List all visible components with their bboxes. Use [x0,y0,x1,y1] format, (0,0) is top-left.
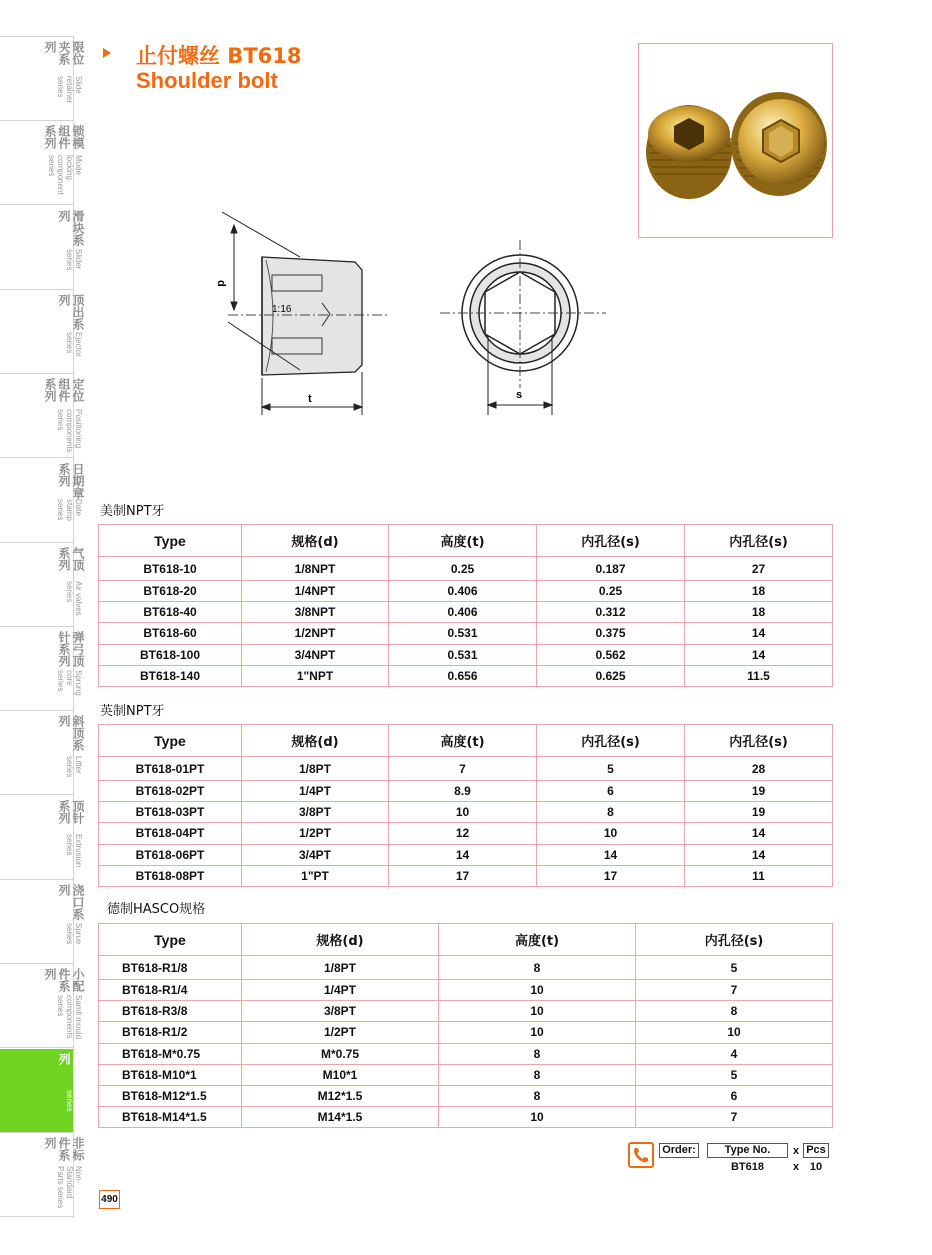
table-cell: 6 [636,1085,833,1106]
brass-plugs-image [639,44,834,239]
cell-type: BT618-08PT [99,865,242,886]
sidebar-tab-labels [25,1053,85,1129]
table-cell: 0.312 [537,602,685,623]
table-cell: 5 [636,1064,833,1085]
table-cell: 8 [439,1064,636,1085]
table-cell: 1/8PT [242,956,439,980]
cell-type: BT618-40 [99,602,242,623]
table-cell: 18 [685,581,833,602]
table-cell: 0.531 [389,644,537,665]
sidebar-tab-label-cn: 冷却系列 [57,1052,85,1089]
header-inner-dia-2: 内孔径(s) [685,725,833,757]
table-hasco [98,923,833,1128]
sidebar-tab-labels [25,547,85,623]
table-cell: 0.187 [537,557,685,581]
product-photo [638,43,833,238]
sidebar-tab-label-en: Positioning components series [56,408,83,453]
sidebar-tab-labels [25,800,85,876]
table-cell: 0.625 [537,665,685,686]
pcs-label: Pcs [803,1143,829,1158]
table-cell: 19 [685,802,833,823]
sidebar-tab-7[interactable] [0,543,85,627]
table-cell: 0.406 [389,581,537,602]
sidebar-tab-label-en: Cooling series [65,1089,83,1117]
table-row [99,823,833,844]
table-row [99,757,833,781]
cell-type: BT618-10 [99,557,242,581]
table-cell: 5 [537,757,685,781]
page-title-cn: 止付螺丝 BT618 [136,44,302,68]
sidebar-tab-labels [25,378,85,454]
header-inner-dia: 内孔径(s) [636,924,833,956]
cell-type: BT618-M14*1.5 [99,1107,242,1128]
table-cell: 19 [685,781,833,802]
table-cell: 6 [537,781,685,802]
table-cell: 0.656 [389,665,537,686]
table-cell: 10 [439,1022,636,1043]
sidebar-tab-label-cn: 锁模组件系列 [43,125,85,150]
table-row [99,1043,833,1064]
sidebar-tab-labels [25,884,85,960]
table-row [99,602,833,623]
sidebar-tab-13[interactable] [0,1049,85,1133]
table-cell: 17 [389,865,537,886]
table-row [99,844,833,865]
cell-type: BT618-20 [99,581,242,602]
cell-type: BT618-01PT [99,757,242,781]
page-number: 490 [99,1190,120,1209]
table-cell: 4 [636,1043,833,1064]
sidebar-tab-label-cn: 顶针系列 [57,799,85,824]
table-cell: 11 [685,865,833,886]
order-label: Order: [659,1143,699,1158]
table-row [99,1085,833,1106]
table-cell: 28 [685,757,833,781]
table-cell: 8 [439,956,636,980]
sidebar-tab-label-en: Samll mould components series [56,994,83,1039]
table-cell: 1/8PT [242,757,389,781]
table-cell: 10 [439,1107,636,1128]
order-quantity: 10 [809,1161,823,1173]
table-cell: 0.375 [537,623,685,644]
label-s: s [516,389,523,401]
table-cell: 10 [636,1022,833,1043]
sidebar-tab-label-cn: 浇口系列 [57,884,85,920]
page-title-en: Shoulder bolt [136,68,278,93]
table-cell: 10 [389,802,537,823]
sidebar-tab-12[interactable] [0,964,85,1048]
table-row [99,644,833,665]
sidebar-tab-label-en: Sprung core series [56,670,83,697]
table-cell: M14*1.5 [242,1107,439,1128]
cell-type: BT618-100 [99,644,242,665]
table-cell: 10 [537,823,685,844]
sidebar-tab-label-cn: 气顶系列 [57,546,85,571]
phone-order-icon [628,1142,654,1168]
table-cell: 1/4NPT [242,581,389,602]
cell-type: BT618-M12*1.5 [99,1085,242,1106]
table-cell: 10 [439,1001,636,1022]
sidebar-tab-labels [25,1137,85,1213]
section-title-npt-us: 美制NPT牙 [100,504,165,519]
table-cell: 3/8PT [242,1001,439,1022]
times-symbol: x [793,1145,800,1157]
sidebar [0,37,85,1218]
sidebar-tab-label-en: Slider series [65,249,83,271]
table-row [99,980,833,1001]
cell-type: BT618-R3/8 [99,1001,242,1022]
table-cell: 3/8PT [242,802,389,823]
cell-type: BT618-04PT [99,823,242,844]
header-inner-dia: 内孔径(s) [537,525,685,557]
table-cell: 14 [537,844,685,865]
table-row [99,1001,833,1022]
table-header-row [99,725,833,757]
sidebar-tab-label-cn: 斜顶系列 [57,715,85,752]
sidebar-tab-11[interactable] [0,880,85,964]
sidebar-tab-label-en: Date stamp series [56,499,83,521]
table-cell: 3/4PT [242,844,389,865]
header-inner-dia: 内孔径(s) [537,725,685,757]
table-cell: 0.562 [537,644,685,665]
header-inner-dia-2: 内孔径(s) [685,525,833,557]
table-cell: 8 [537,802,685,823]
sidebar-tab-6[interactable] [0,459,85,543]
sidebar-tab-label-cn: 定位组件系列 [43,378,85,403]
label-ratio: 1:16 [272,304,292,315]
table-row [99,1064,833,1085]
table-cell: 0.25 [537,581,685,602]
label-t: t [308,393,312,405]
table-cell: 7 [636,1107,833,1128]
table-cell: 8 [636,1001,833,1022]
table-npt-us [98,524,833,687]
table-cell: 18 [685,602,833,623]
sidebar-tab-label-cn: 顶出系列 [57,293,85,330]
sidebar-tab-labels [25,125,85,201]
table-row [99,865,833,886]
sidebar-tab-label-cn: 日期章系列 [57,462,85,499]
sidebar-tab-labels [25,968,85,1044]
table-row [99,1107,833,1128]
table-cell: 17 [537,865,685,886]
header-spec: 规格(d) [242,525,389,557]
table-cell: 14 [685,644,833,665]
sidebar-tab-9[interactable] [0,711,85,795]
cell-type: BT618-R1/2 [99,1022,242,1043]
sidebar-tab-8[interactable] [0,627,85,711]
sidebar-tab-labels [25,41,85,117]
sidebar-tab-label-cn: 非标件系列 [43,1136,85,1161]
table-row [99,665,833,686]
cell-type: BT618-140 [99,665,242,686]
header-height: 高度(t) [439,924,636,956]
table-cell: 0.25 [389,557,537,581]
table-npt-uk [98,724,833,887]
section-title-npt-uk: 英制NPT牙 [100,704,165,719]
table-cell: 3/8NPT [242,602,389,623]
table-cell: M10*1 [242,1064,439,1085]
table-cell: 1/8NPT [242,557,389,581]
sidebar-tab-label-en: Air valves series [65,581,83,616]
sidebar-tab-1[interactable] [0,37,85,121]
table-row [99,557,833,581]
order-code: BT618 [730,1161,765,1173]
table-row [99,1022,833,1043]
table-cell: 7 [389,757,537,781]
table-cell: 8 [439,1085,636,1106]
header-spec: 规格(d) [242,924,439,956]
sidebar-tab-label-en: Non-Standard Parts series [56,1166,83,1209]
sidebar-tab-label-cn: 滑块系列 [57,209,85,246]
cell-type: BT618-03PT [99,802,242,823]
header-type: Type [99,725,242,757]
table-cell: 14 [685,623,833,644]
table-cell: 7 [636,980,833,1001]
sidebar-tab-label-en: Slide retainer series [56,75,83,104]
sidebar-tab-10[interactable] [0,796,85,880]
sidebar-tab-labels [25,715,85,791]
sidebar-tab-2[interactable] [0,121,85,205]
cell-type: BT618-06PT [99,844,242,865]
table-cell: 1"NPT [242,665,389,686]
cell-type: BT618-60 [99,623,242,644]
table-cell: M*0.75 [242,1043,439,1064]
technical-drawing [200,200,620,430]
table-cell: 14 [389,844,537,865]
type-no-label: Type No. [707,1143,788,1158]
table-cell: 5 [636,956,833,980]
sidebar-tab-5[interactable] [0,374,85,458]
table-cell: 1/4PT [242,781,389,802]
sidebar-tab-label-cn: 小配件系列 [43,968,85,993]
plug-dimension-diagram [200,200,620,430]
header-spec: 规格(d) [242,725,389,757]
table-cell: 1/2NPT [242,623,389,644]
sidebar-tab-labels [25,210,85,286]
section-title-hasco: 德制HASCO规格 [107,902,206,917]
sidebar-tab-labels [25,294,85,370]
table-row [99,623,833,644]
header-height: 高度(t) [389,525,537,557]
table-cell: 27 [685,557,833,581]
cell-type: BT618-R1/8 [99,956,242,980]
sidebar-tab-label-cn: 弹弓顶针系列 [57,631,85,668]
table-cell: 14 [685,823,833,844]
table-cell: 1/2PT [242,1022,439,1043]
sidebar-tab-labels [25,463,85,539]
cell-type: BT618-M*0.75 [99,1043,242,1064]
table-header-row [99,924,833,956]
header-type: Type [99,525,242,557]
table-cell: 1/2PT [242,823,389,844]
sidebar-tab-label-cn: 限位夹系列 [43,41,85,65]
header-height: 高度(t) [389,725,537,757]
label-d: d [215,280,227,287]
sidebar-tab-label-en: Mode locking component series [47,154,83,195]
sidebar-tab-14[interactable] [0,1133,85,1217]
sidebar-tab-labels [25,631,85,707]
sidebar-tab-4[interactable] [0,290,85,374]
table-header-row [99,525,833,557]
table-cell: 12 [389,823,537,844]
table-row [99,956,833,980]
table-cell: 11.5 [685,665,833,686]
table-row [99,781,833,802]
header-type: Type [99,924,242,956]
cell-type: BT618-R1/4 [99,980,242,1001]
sidebar-tab-label-en: Ejector series [65,331,83,357]
table-cell: 0.406 [389,602,537,623]
table-row [99,581,833,602]
table-cell: 1/4PT [242,980,439,1001]
table-cell: 10 [439,980,636,1001]
sidebar-tab-label-en: Lifter series [65,756,83,778]
table-cell: M12*1.5 [242,1085,439,1106]
sidebar-tab-label-en: Extrusion series [65,834,83,868]
title-arrow-icon [103,48,111,58]
cell-type: BT618-02PT [99,781,242,802]
table-cell: 8.9 [389,781,537,802]
sidebar-tab-label-en: Sprue series [65,923,83,945]
table-cell: 8 [439,1043,636,1064]
table-cell: 0.531 [389,623,537,644]
table-row [99,802,833,823]
table-cell: 1"PT [242,865,389,886]
cell-type: BT618-M10*1 [99,1064,242,1085]
times-symbol-2: x [793,1161,800,1173]
sidebar-tab-3[interactable] [0,206,85,290]
table-cell: 14 [685,844,833,865]
table-cell: 3/4NPT [242,644,389,665]
